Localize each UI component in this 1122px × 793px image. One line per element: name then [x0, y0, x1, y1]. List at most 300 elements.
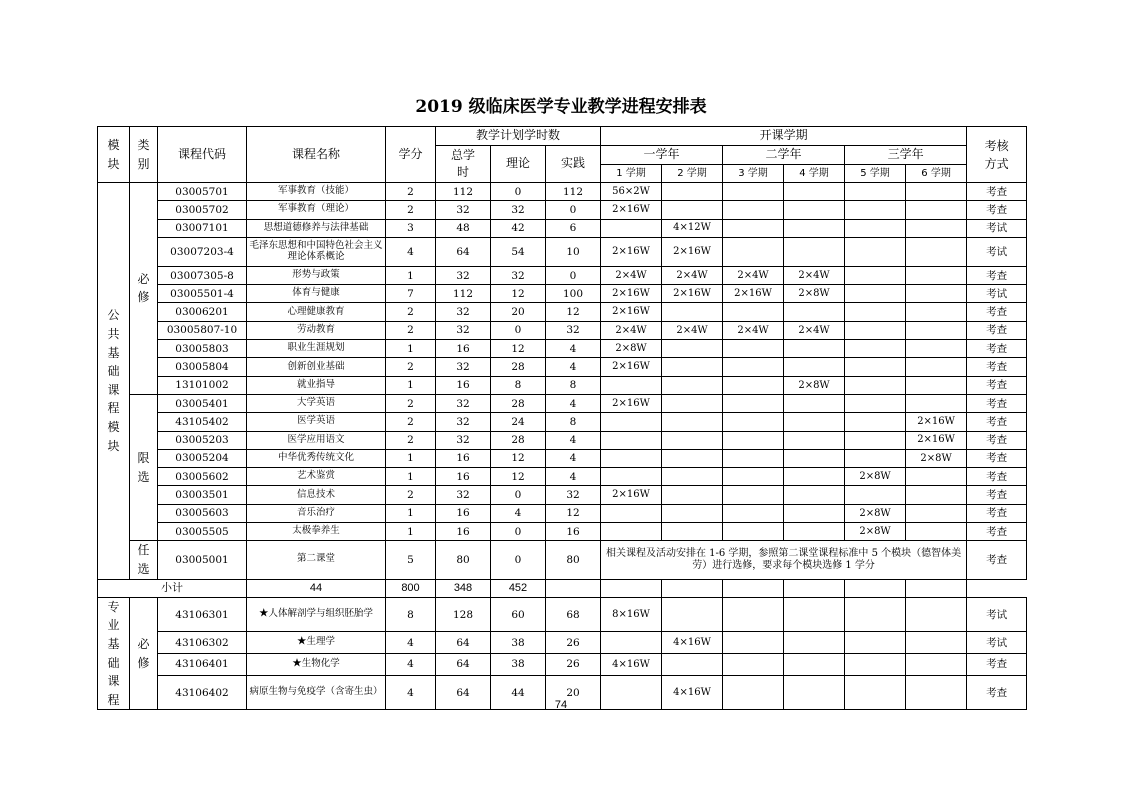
semester-3-schedule	[723, 358, 784, 376]
header-course-name: 课程名称	[247, 127, 386, 183]
header-practice: 实践	[546, 146, 601, 183]
assessment-method: 考查	[967, 266, 1027, 284]
table-row	[98, 394, 1027, 412]
subtotal-empty	[906, 579, 967, 597]
total-hours: 64	[436, 654, 491, 676]
practice-hours: 4	[546, 449, 601, 467]
subtotal-label: 小计	[98, 579, 247, 597]
semester-1-schedule	[601, 632, 662, 654]
semester-6-schedule: 2×16W	[906, 413, 967, 431]
semester-3-schedule	[723, 597, 784, 632]
course-code: 03003501	[158, 486, 247, 504]
credits: 5	[386, 541, 436, 579]
header-semester-group: 开课学期	[601, 127, 967, 146]
total-hours: 32	[436, 303, 491, 321]
document-title: 2019 级临床医学专业教学进程安排表	[415, 97, 707, 117]
theory-hours: 12	[491, 449, 546, 467]
course-code: 43105402	[158, 413, 247, 431]
semester-1-schedule: 2×16W	[601, 201, 662, 219]
practice-hours: 100	[546, 285, 601, 303]
semester-3-schedule	[723, 632, 784, 654]
semester-1-schedule: 2×8W	[601, 340, 662, 358]
practice-hours: 16	[546, 523, 601, 541]
credits: 4	[386, 654, 436, 676]
practice-hours: 0	[546, 266, 601, 284]
theory-hours: 32	[491, 266, 546, 284]
total-hours: 16	[436, 449, 491, 467]
course-name: 病原生物与免疫学（含寄生虫）	[247, 675, 386, 710]
credits: 2	[386, 201, 436, 219]
subtotal-empty	[601, 579, 662, 597]
total-hours: 32	[436, 266, 491, 284]
credits: 2	[386, 303, 436, 321]
course-name: 思想道德修养与法律基础	[247, 219, 386, 237]
theory-hours: 0	[491, 523, 546, 541]
semester-2-schedule	[662, 523, 723, 541]
course-code: 03005203	[158, 431, 247, 449]
semester-5-schedule	[845, 632, 906, 654]
course-code: 03005804	[158, 358, 247, 376]
theory-hours: 8	[491, 376, 546, 394]
semester-5-schedule	[845, 654, 906, 676]
subtotal-credits: 44	[247, 579, 386, 597]
assessment-method: 考查	[967, 468, 1027, 486]
subtotal-empty	[784, 579, 845, 597]
theory-hours: 12	[491, 468, 546, 486]
subtotal-empty	[845, 579, 906, 597]
course-name: 形势与政策	[247, 266, 386, 284]
course-code: 43106402	[158, 675, 247, 710]
table-row	[98, 413, 1027, 431]
semester-3-schedule: 2×16W	[723, 285, 784, 303]
credits: 1	[386, 376, 436, 394]
course-code: 03006201	[158, 303, 247, 321]
credits: 1	[386, 340, 436, 358]
theory-hours: 24	[491, 413, 546, 431]
semester-3-schedule	[723, 431, 784, 449]
theory-hours: 12	[491, 340, 546, 358]
header-semester-5: 5 学期	[845, 165, 906, 183]
semester-3-schedule	[723, 340, 784, 358]
credits: 2	[386, 358, 436, 376]
course-name: ★生理学	[247, 632, 386, 654]
semester-5-schedule	[845, 285, 906, 303]
header-hours-group: 教学计划学时数	[436, 127, 601, 146]
semester-2-schedule	[662, 201, 723, 219]
credits: 2	[386, 183, 436, 201]
header-category: 类别	[130, 127, 158, 183]
practice-hours: 4	[546, 340, 601, 358]
semester-6-schedule: 2×8W	[906, 449, 967, 467]
table-row	[98, 541, 1027, 579]
table-row	[98, 597, 1027, 632]
subtotal-practice: 452	[491, 579, 546, 597]
practice-hours: 20	[546, 675, 601, 710]
credits: 2	[386, 394, 436, 412]
semester-2-schedule: 2×16W	[662, 285, 723, 303]
semester-3-schedule	[723, 303, 784, 321]
course-code: 03007305-8	[158, 266, 247, 284]
header-semester-3: 3 学期	[723, 165, 784, 183]
credits: 2	[386, 413, 436, 431]
total-hours: 64	[436, 237, 491, 266]
practice-hours: 8	[546, 413, 601, 431]
credits: 2	[386, 321, 436, 339]
semester-6-schedule	[906, 183, 967, 201]
assessment-method: 考查	[967, 321, 1027, 339]
total-hours: 32	[436, 413, 491, 431]
theory-hours: 28	[491, 431, 546, 449]
table-row	[98, 303, 1027, 321]
semester-6-schedule	[906, 654, 967, 676]
total-hours: 48	[436, 219, 491, 237]
semester-4-schedule	[784, 413, 845, 431]
semester-6-schedule	[906, 468, 967, 486]
semester-1-schedule: 2×16W	[601, 394, 662, 412]
table-row	[98, 449, 1027, 467]
course-name: 军事教育（理论）	[247, 201, 386, 219]
category-optional: 任选	[130, 541, 158, 579]
semester-6-schedule	[906, 237, 967, 266]
subtotal-empty	[546, 579, 601, 597]
assessment-method: 考试	[967, 632, 1027, 654]
total-hours: 32	[436, 394, 491, 412]
course-code: 03005803	[158, 340, 247, 358]
semester-3-schedule	[723, 413, 784, 431]
table-row	[98, 431, 1027, 449]
table-row	[98, 654, 1027, 676]
theory-hours: 0	[491, 321, 546, 339]
table-row	[98, 321, 1027, 339]
total-hours: 32	[436, 201, 491, 219]
assessment-method: 考查	[967, 504, 1027, 522]
semester-5-schedule	[845, 431, 906, 449]
semester-3-schedule	[723, 523, 784, 541]
assessment-method: 考查	[967, 431, 1027, 449]
semester-3-schedule	[723, 654, 784, 676]
semester-4-schedule	[784, 597, 845, 632]
curriculum-table	[97, 126, 1027, 710]
semester-1-schedule: 2×16W	[601, 303, 662, 321]
assessment-method: 考查	[967, 523, 1027, 541]
semester-6-schedule	[906, 523, 967, 541]
course-name: 职业生涯规划	[247, 340, 386, 358]
header-semester-4: 4 学期	[784, 165, 845, 183]
semester-3-schedule	[723, 201, 784, 219]
practice-hours: 8	[546, 376, 601, 394]
semester-3-schedule: 2×4W	[723, 321, 784, 339]
course-name: 信息技术	[247, 486, 386, 504]
semester-4-schedule	[784, 201, 845, 219]
table-row	[98, 504, 1027, 522]
semester-5-schedule: 2×8W	[845, 504, 906, 522]
credits: 1	[386, 523, 436, 541]
page-number: 74	[554, 699, 568, 711]
semester-3-schedule	[723, 376, 784, 394]
semester-5-schedule	[845, 219, 906, 237]
semester-5-schedule	[845, 358, 906, 376]
table-row	[98, 486, 1027, 504]
semester-5-schedule	[845, 340, 906, 358]
assessment-method: 考查	[967, 183, 1027, 201]
semester-4-schedule	[784, 431, 845, 449]
semester-6-schedule: 2×16W	[906, 431, 967, 449]
semester-4-schedule	[784, 632, 845, 654]
semester-3-schedule	[723, 449, 784, 467]
theory-hours: 42	[491, 219, 546, 237]
semester-4-schedule	[784, 303, 845, 321]
total-hours: 32	[436, 431, 491, 449]
header-theory: 理论	[491, 146, 546, 183]
theory-hours: 4	[491, 504, 546, 522]
practice-hours: 10	[546, 237, 601, 266]
semester-2-schedule: 4×16W	[662, 632, 723, 654]
practice-hours: 12	[546, 504, 601, 522]
semester-1-schedule	[601, 431, 662, 449]
total-hours: 64	[436, 632, 491, 654]
total-hours: 64	[436, 675, 491, 710]
table-row	[98, 285, 1027, 303]
credits: 1	[386, 449, 436, 467]
semester-1-schedule	[601, 449, 662, 467]
total-hours: 16	[436, 376, 491, 394]
practice-hours: 4	[546, 431, 601, 449]
subtotal-theory: 348	[436, 579, 491, 597]
course-code: 03005701	[158, 183, 247, 201]
course-name: 医学应用语文	[247, 431, 386, 449]
semester-2-schedule	[662, 597, 723, 632]
table-row	[98, 632, 1027, 654]
semester-5-schedule	[845, 376, 906, 394]
module-public-foundation: 公共基础课程模块	[98, 183, 130, 580]
header-module: 模块	[98, 127, 130, 183]
table-row	[98, 266, 1027, 284]
table-row	[98, 358, 1027, 376]
semester-2-schedule	[662, 358, 723, 376]
semester-2-schedule	[662, 431, 723, 449]
semester-3-schedule	[723, 394, 784, 412]
course-name: 中华优秀传统文化	[247, 449, 386, 467]
table-row	[98, 376, 1027, 394]
semester-4-schedule	[784, 486, 845, 504]
course-name: 创新创业基础	[247, 358, 386, 376]
course-name: 就业指导	[247, 376, 386, 394]
header-semester-2: 2 学期	[662, 165, 723, 183]
practice-hours: 32	[546, 486, 601, 504]
course-name: 体育与健康	[247, 285, 386, 303]
credits: 1	[386, 266, 436, 284]
credits: 4	[386, 632, 436, 654]
header-assessment: 考核方式	[967, 127, 1027, 183]
assessment-method: 考查	[967, 358, 1027, 376]
subtotal-empty	[723, 579, 784, 597]
table-row	[98, 201, 1027, 219]
practice-hours: 32	[546, 321, 601, 339]
semester-2-schedule: 2×4W	[662, 321, 723, 339]
semester-6-schedule	[906, 340, 967, 358]
total-hours: 16	[436, 340, 491, 358]
practice-hours: 26	[546, 632, 601, 654]
course-code: 43106302	[158, 632, 247, 654]
semester-1-schedule: 2×16W	[601, 237, 662, 266]
semester-4-schedule	[784, 358, 845, 376]
semester-5-schedule	[845, 183, 906, 201]
semester-6-schedule	[906, 632, 967, 654]
course-name: 艺术鉴赏	[247, 468, 386, 486]
semester-4-schedule	[784, 468, 845, 486]
header-year-3: 三学年	[845, 146, 967, 165]
semester-2-schedule	[662, 376, 723, 394]
semester-5-schedule	[845, 237, 906, 266]
total-hours: 16	[436, 468, 491, 486]
practice-hours: 4	[546, 394, 601, 412]
theory-hours: 28	[491, 358, 546, 376]
course-name: ★人体解剖学与组织胚胎学	[247, 597, 386, 632]
table-row	[98, 219, 1027, 237]
semester-6-schedule	[906, 358, 967, 376]
course-code: 03005603	[158, 504, 247, 522]
course-name: 第二课堂	[247, 541, 386, 579]
table-row	[98, 468, 1027, 486]
header-course-code: 课程代码	[158, 127, 247, 183]
category-required-professional: 必修	[130, 597, 158, 710]
theory-hours: 60	[491, 597, 546, 632]
credits: 4	[386, 237, 436, 266]
semester-3-schedule	[723, 219, 784, 237]
semester-2-schedule	[662, 183, 723, 201]
practice-hours: 4	[546, 468, 601, 486]
semester-6-schedule	[906, 266, 967, 284]
semester-2-schedule: 2×16W	[662, 237, 723, 266]
assessment-method: 考试	[967, 285, 1027, 303]
course-name: 劳动教育	[247, 321, 386, 339]
subtotal-total-hours: 800	[386, 579, 436, 597]
semester-2-schedule: 2×4W	[662, 266, 723, 284]
semester-4-schedule	[784, 237, 845, 266]
semester-1-schedule: 2×16W	[601, 285, 662, 303]
practice-hours: 80	[546, 541, 601, 579]
semester-4-schedule: 2×8W	[784, 376, 845, 394]
theory-hours: 54	[491, 237, 546, 266]
category-restricted: 限选	[130, 394, 158, 540]
semester-2-schedule	[662, 303, 723, 321]
assessment-method: 考查	[967, 376, 1027, 394]
semester-2-schedule	[662, 504, 723, 522]
practice-hours: 0	[546, 201, 601, 219]
semester-4-schedule: 2×4W	[784, 321, 845, 339]
practice-hours: 12	[546, 303, 601, 321]
theory-hours: 38	[491, 632, 546, 654]
assessment-method: 考查	[967, 394, 1027, 412]
semester-2-schedule	[662, 413, 723, 431]
semester-3-schedule	[723, 504, 784, 522]
credits: 2	[386, 431, 436, 449]
semester-4-schedule	[784, 183, 845, 201]
semester-4-schedule	[784, 394, 845, 412]
practice-hours: 68	[546, 597, 601, 632]
semester-3-schedule	[723, 183, 784, 201]
course-code: 03005807-10	[158, 321, 247, 339]
semester-1-schedule: 56×2W	[601, 183, 662, 201]
total-hours: 16	[436, 523, 491, 541]
header-semester-1: 1 学期	[601, 165, 662, 183]
theory-hours: 44	[491, 675, 546, 710]
total-hours: 32	[436, 358, 491, 376]
semester-6-schedule	[906, 285, 967, 303]
assessment-method: 考查	[967, 675, 1027, 710]
semester-3-schedule	[723, 237, 784, 266]
header-total-hours: 总学时	[436, 146, 491, 183]
course-name: 军事教育（技能）	[247, 183, 386, 201]
credits: 7	[386, 285, 436, 303]
semester-2-schedule	[662, 449, 723, 467]
assessment-method: 考查	[967, 340, 1027, 358]
course-code: 03005501-4	[158, 285, 247, 303]
semester-6-schedule	[906, 486, 967, 504]
course-name: 医学英语	[247, 413, 386, 431]
course-code: 03007203-4	[158, 237, 247, 266]
assessment-method: 考试	[967, 237, 1027, 266]
semester-1-schedule: 2×4W	[601, 266, 662, 284]
theory-hours: 20	[491, 303, 546, 321]
table-header	[98, 127, 1027, 183]
assessment-method: 考查	[967, 486, 1027, 504]
course-name: 音乐治疗	[247, 504, 386, 522]
practice-hours: 112	[546, 183, 601, 201]
course-code: 03005001	[158, 541, 247, 579]
theory-hours: 0	[491, 541, 546, 579]
theory-hours: 0	[491, 486, 546, 504]
semester-1-schedule: 2×16W	[601, 358, 662, 376]
semester-1-schedule	[601, 468, 662, 486]
semester-1-schedule	[601, 523, 662, 541]
semester-4-schedule	[784, 340, 845, 358]
semester-2-schedule	[662, 394, 723, 412]
theory-hours: 12	[491, 285, 546, 303]
total-hours: 112	[436, 285, 491, 303]
theory-hours: 32	[491, 201, 546, 219]
total-hours: 32	[436, 321, 491, 339]
semester-4-schedule	[784, 504, 845, 522]
course-code: 03005702	[158, 201, 247, 219]
assessment-method: 考查	[967, 201, 1027, 219]
assessment-method: 考查	[967, 303, 1027, 321]
semester-5-schedule	[845, 201, 906, 219]
header-credits: 学分	[386, 127, 436, 183]
table-body	[98, 183, 1027, 710]
semester-2-schedule	[662, 486, 723, 504]
theory-hours: 38	[491, 654, 546, 676]
semester-5-schedule	[845, 486, 906, 504]
course-code: 03005204	[158, 449, 247, 467]
semester-1-schedule: 2×4W	[601, 321, 662, 339]
category-required: 必修	[130, 183, 158, 395]
total-hours: 16	[436, 504, 491, 522]
semester-4-schedule	[784, 523, 845, 541]
semester-1-schedule: 4×16W	[601, 654, 662, 676]
semester-3-schedule: 2×4W	[723, 266, 784, 284]
total-hours: 32	[436, 486, 491, 504]
course-code: 13101002	[158, 376, 247, 394]
semester-5-schedule	[845, 266, 906, 284]
course-name: ★生物化学	[247, 654, 386, 676]
semester-2-schedule: 4×12W	[662, 219, 723, 237]
header-year-1: 一学年	[601, 146, 723, 165]
credits: 1	[386, 504, 436, 522]
semester-5-schedule	[845, 449, 906, 467]
semester-4-schedule	[784, 219, 845, 237]
total-hours: 112	[436, 183, 491, 201]
